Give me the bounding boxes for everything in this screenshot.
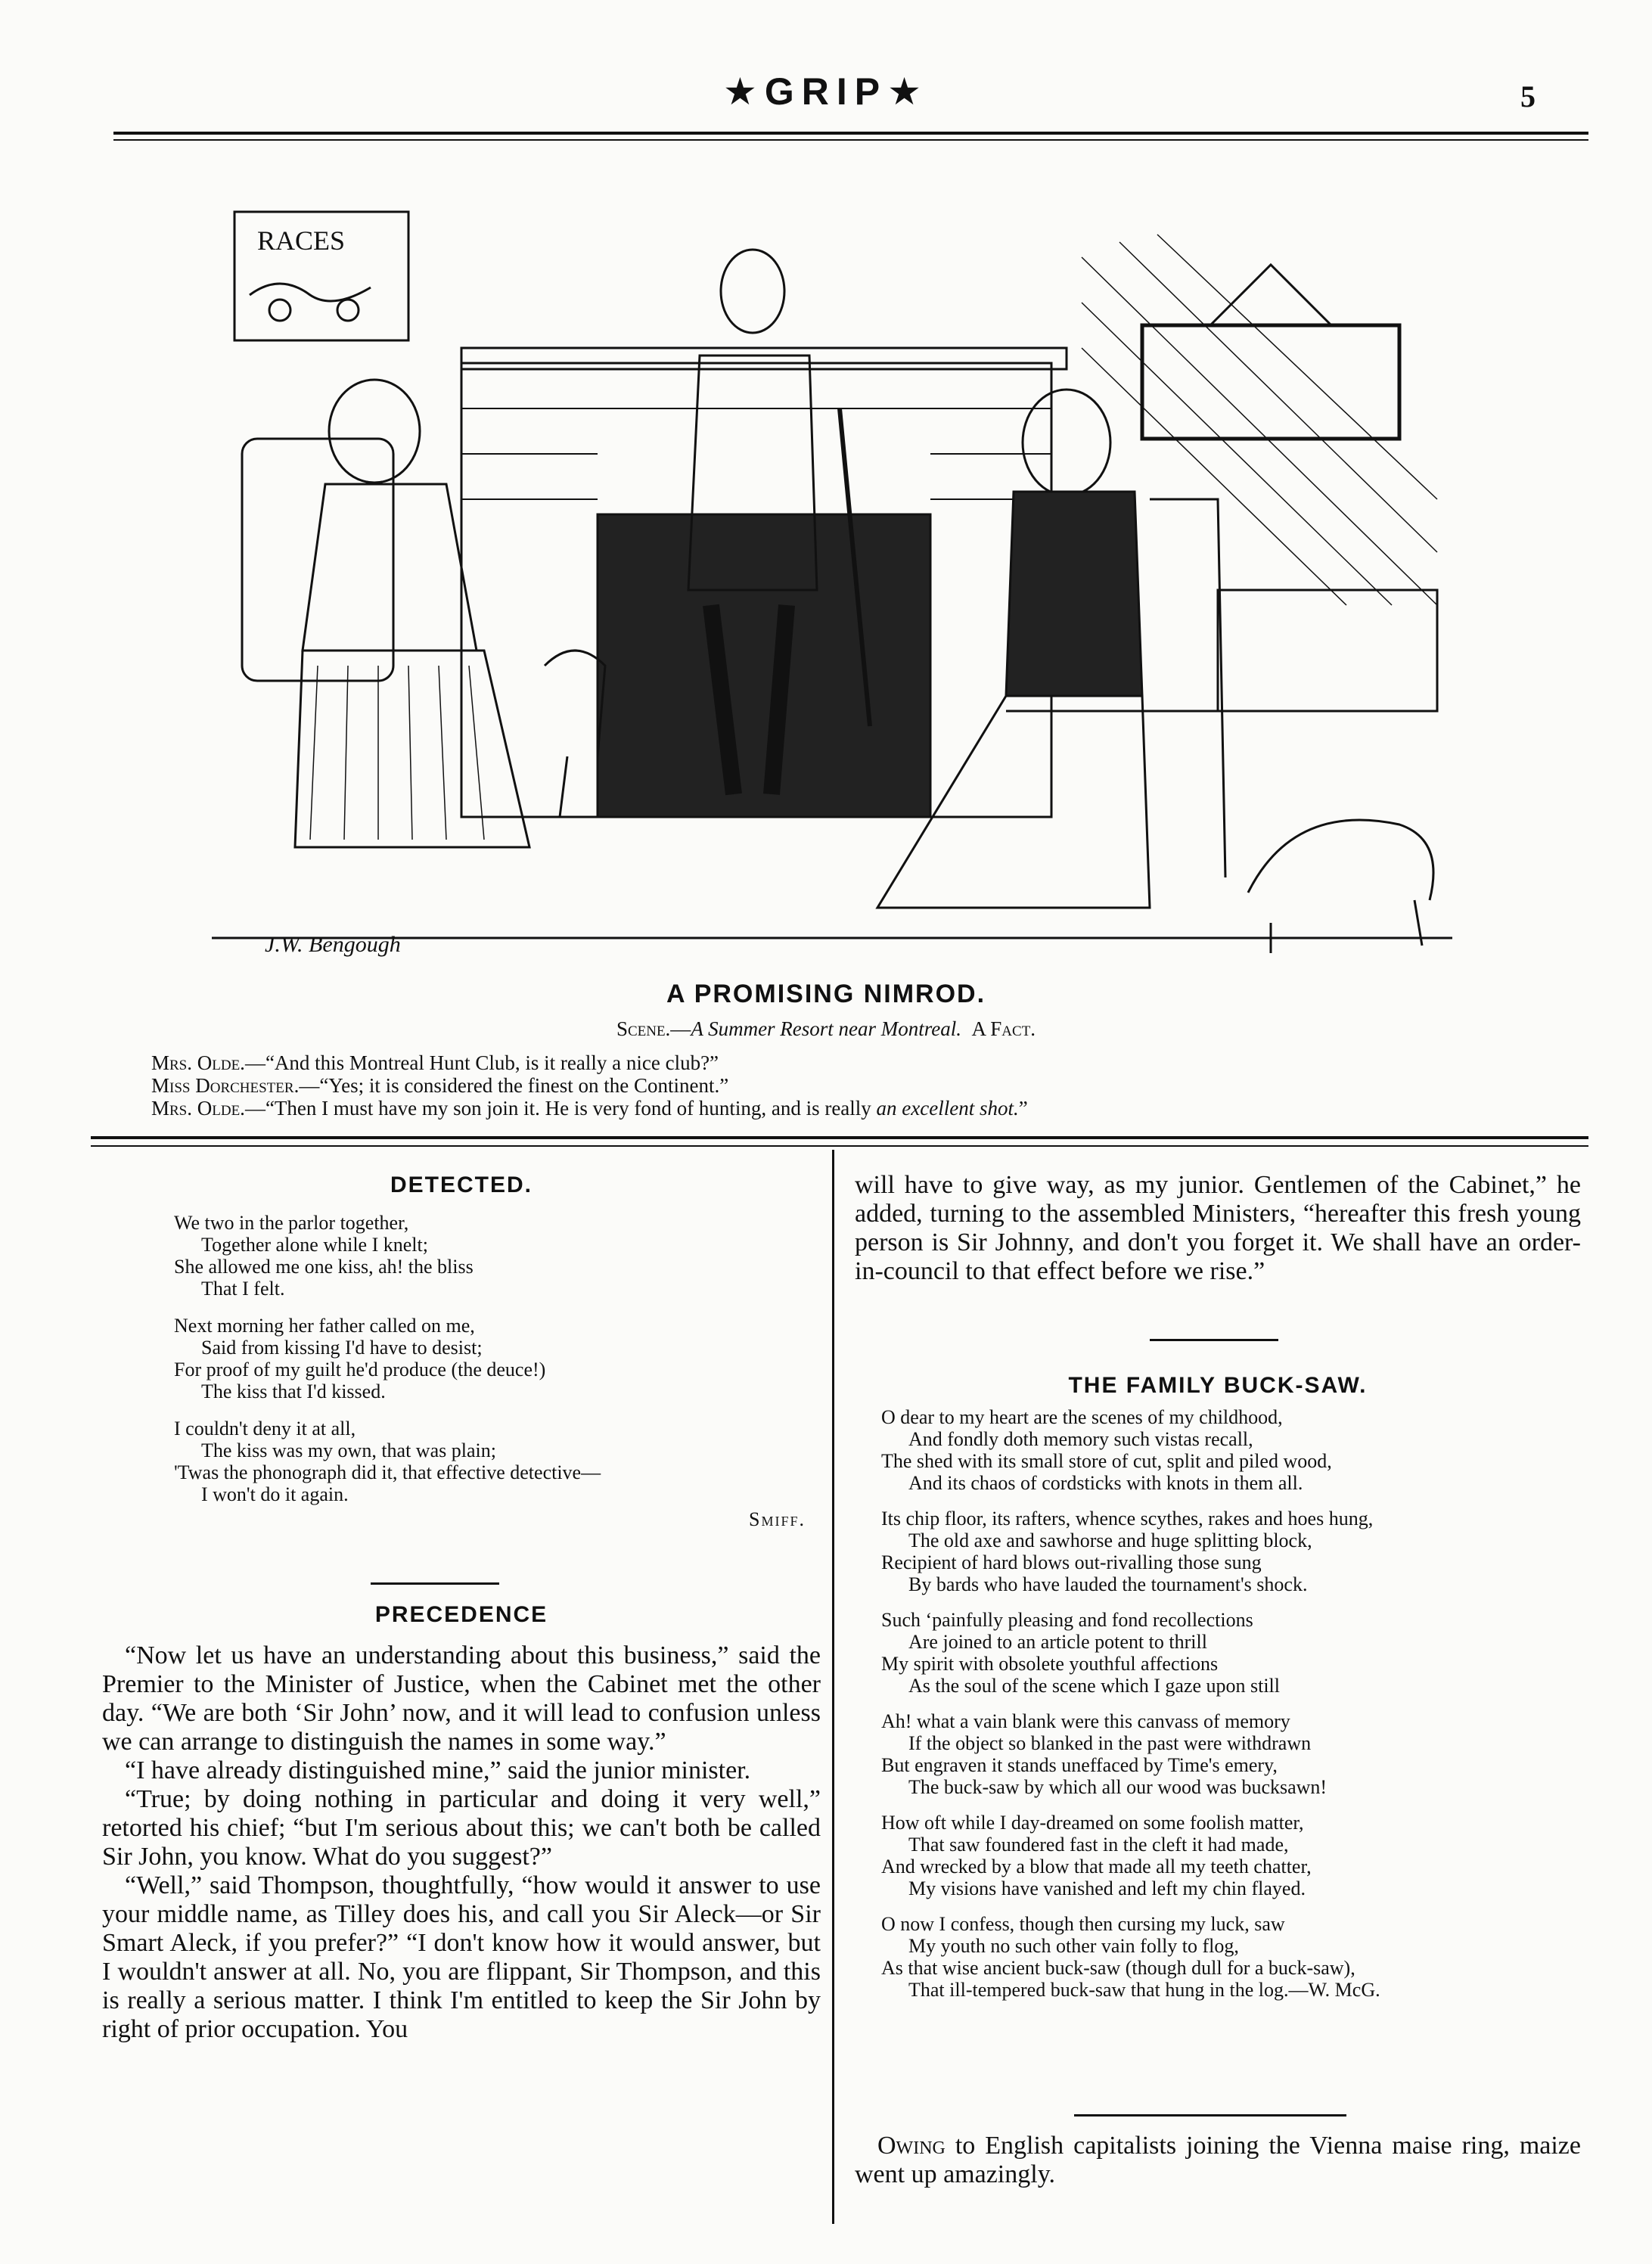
poem-line: My spirit with obsolete youthful affections — [881, 1653, 1219, 1675]
poem-line: Said from kissing I'd have to desist; — [201, 1337, 483, 1359]
buck-saw-section — [855, 1373, 1581, 2001]
continuation-text: will have to give way, as my junior. Gentlemen of the Cabinet,” he added, turning to the assembled Ministers, “hereafter this fresh young person is Sir Johnny, and don't you forget it. We shall have an order-in-council to that effect before we rise.” — [855, 1171, 1581, 1285]
page-number: 5 — [1520, 79, 1536, 113]
dialog-end: ” — [1018, 1097, 1028, 1120]
poem-line: If the object so blanked in the past were withdrawn — [908, 1732, 1312, 1754]
poem-line: Ah! what a vain blank were this canvass of memory — [881, 1710, 1290, 1732]
divider — [1150, 1339, 1278, 1341]
stanza — [881, 1913, 1581, 2001]
dialog-text: —“And this Montreal Hunt Club, is it really a nice club?” — [244, 1051, 719, 1074]
poem-line: We two in the parlor together, — [174, 1212, 409, 1234]
speaker: Mrs. Olde. — [151, 1097, 245, 1120]
maise-body: to English capitalists joining the Vienna maise ring, maize went up amazingly. — [855, 2132, 1581, 2188]
column-divider — [832, 1150, 834, 2224]
detected-title: DETECTED. — [390, 1172, 533, 1197]
stanza — [881, 1710, 1581, 1798]
poem-line: As that wise ancient buck-saw (though dull for a buck-saw), — [881, 1957, 1355, 1979]
poem-line: The kiss that I'd kissed. — [201, 1380, 386, 1402]
dialog-line — [151, 1074, 728, 1097]
poem-line: O now I confess, though then cursing my luck, saw — [881, 1913, 1285, 1935]
poem-line: Together alone while I knelt; — [201, 1234, 428, 1256]
dialog-italic: an excellent shot. — [876, 1097, 1019, 1120]
poem-line: For proof of my guilt he'd produce (the deuce!) — [174, 1359, 546, 1380]
paragraph: “True; by doing nothing in particular and doing it very well,” retorted his chief; “but I'm serious about this; we can't both be called Sir John, you know. What do you suggest?” — [102, 1785, 821, 1871]
precedence-title: PRECEDENCE — [374, 1602, 548, 1627]
paragraph: “I have already distinguished mine,” said the junior minister. — [125, 1756, 751, 1784]
header-rule-top — [113, 132, 1588, 135]
poem-line: By bards who have lauded the tournament's shock. — [908, 1573, 1308, 1595]
dialog-text: —“Yes; it is considered the finest on the Continent.” — [299, 1074, 729, 1097]
poem-line: Next morning her father called on me, — [174, 1315, 475, 1337]
stanza — [881, 1609, 1581, 1697]
stanza — [881, 1406, 1581, 1494]
artist-signature: J.W. Bengough — [265, 932, 401, 957]
poem-line: My visions have vanished and left my chin flayed. — [908, 1877, 1306, 1899]
section-rule-bottom — [91, 1145, 1588, 1147]
poem-line: How oft while I day-dreamed on some foolish matter, — [881, 1812, 1304, 1834]
paragraph: “Well,” said Thompson, thoughtfully, “how would it answer to use your middle name, as Tilley does his, and call you Sir Aleck—or Sir Smart Aleck, if you prefer?” “I don't know how it would answer, but I wouldn't answer at all. No, you are flippant, Sir Thompson, and this is really a serious matter. I think I'm entitled to keep the Sir John by right of prior occupation. You — [102, 1871, 821, 2043]
precedence-continued — [855, 1171, 1581, 1286]
poem-line: The old axe and sawhorse and huge splitting block, — [908, 1530, 1312, 1551]
dialog-text: —“Then I must have my son join it. He is very fond of hunting, and is really — [244, 1097, 877, 1120]
detected-author: Smiff. — [749, 1508, 806, 1530]
poem-line: My youth no such other vain folly to flog, — [908, 1935, 1239, 1957]
maise-lead: Owing — [877, 2132, 946, 2160]
stanza — [881, 1812, 1581, 1899]
poem-line: That saw foundered fast in the cleft it had made, — [908, 1834, 1289, 1856]
masthead: ★GRIP★ — [723, 70, 929, 113]
scene-location: A Summer Resort near Montreal. — [691, 1017, 962, 1040]
poem-line: The kiss was my own, that was plain; — [201, 1439, 496, 1461]
detected-section — [102, 1172, 821, 1530]
poem-line: The shed with its small store of cut, split and piled wood, — [881, 1450, 1332, 1472]
poster-text: RACES — [257, 225, 346, 256]
poem-line: I couldn't deny it at all, — [174, 1418, 356, 1439]
section-rule-top — [91, 1136, 1588, 1139]
poem-line: 'Twas the phonograph did it, that effective detective— — [174, 1461, 601, 1483]
cartoon-title: A PROMISING NIMROD. — [666, 980, 986, 1008]
precedence-text — [102, 1641, 821, 2044]
stanza — [174, 1212, 821, 1300]
maise-text — [855, 2132, 1581, 2189]
poem-line: The buck-saw by which all our wood was bucksawn! — [908, 1776, 1328, 1798]
maise-item — [855, 2132, 1581, 2189]
scene-prefix: Scene.— — [616, 1017, 691, 1040]
poem-line: Recipient of hard blows out-rivalling those sung — [881, 1551, 1262, 1573]
precedence-section — [102, 1602, 821, 2044]
cartoon-scene — [0, 1017, 1652, 1041]
divider — [1074, 2114, 1346, 2116]
poem-line: But engraven it stands uneffaced by Time's emery, — [881, 1754, 1278, 1776]
poem-line: Are joined to an article potent to thrill — [908, 1631, 1207, 1653]
poem-line: Such ‘painfully pleasing and fond recollections — [881, 1609, 1253, 1631]
stanza — [174, 1315, 821, 1402]
dialog-line — [151, 1097, 1028, 1120]
cartoon-illustration — [212, 182, 1452, 968]
buck-saw-poem — [855, 1406, 1581, 2001]
stanza — [881, 1508, 1581, 1595]
stanza — [174, 1418, 821, 1505]
divider — [371, 1582, 499, 1585]
speaker: Miss Dorchester. — [151, 1074, 300, 1097]
poem-line: I won't do it again. — [201, 1483, 349, 1505]
poem-line: And fondly doth memory such vistas recall, — [908, 1428, 1253, 1450]
dialog-line — [151, 1051, 719, 1074]
poem-line: O dear to my heart are the scenes of my childhood, — [881, 1406, 1283, 1428]
poem-line: Its chip floor, its rafters, whence scythes, rakes and hoes hung, — [881, 1508, 1374, 1530]
detected-poem — [102, 1212, 821, 1530]
poem-line: As the soul of the scene which I gaze upon still — [908, 1675, 1280, 1697]
poem-line: And wrecked by a blow that made all my teeth chatter, — [881, 1856, 1312, 1877]
scene-suffix: A Fact. — [971, 1017, 1036, 1040]
poem-line: That I felt. — [201, 1278, 285, 1300]
poem-line: And its chaos of cordsticks with knots in them all. — [908, 1472, 1303, 1494]
buck-saw-title: THE FAMILY BUCK-SAW. — [1068, 1373, 1368, 1398]
poem-line: That ill-tempered buck-saw that hung in the log.—W. McG. — [908, 1979, 1380, 2001]
poem-line: She allowed me one kiss, ah! the bliss — [174, 1256, 474, 1278]
speaker: Mrs. Olde. — [151, 1051, 245, 1074]
paragraph: “Now let us have an understanding about this business,” said the Premier to the Minister of Justice, when the Cabinet met the other day. “We are both ‘Sir John’ now, and it will lead to confusion unless we can arrange to distinguish the names in some way.” — [102, 1641, 821, 1756]
header-rule-bottom — [113, 139, 1588, 141]
